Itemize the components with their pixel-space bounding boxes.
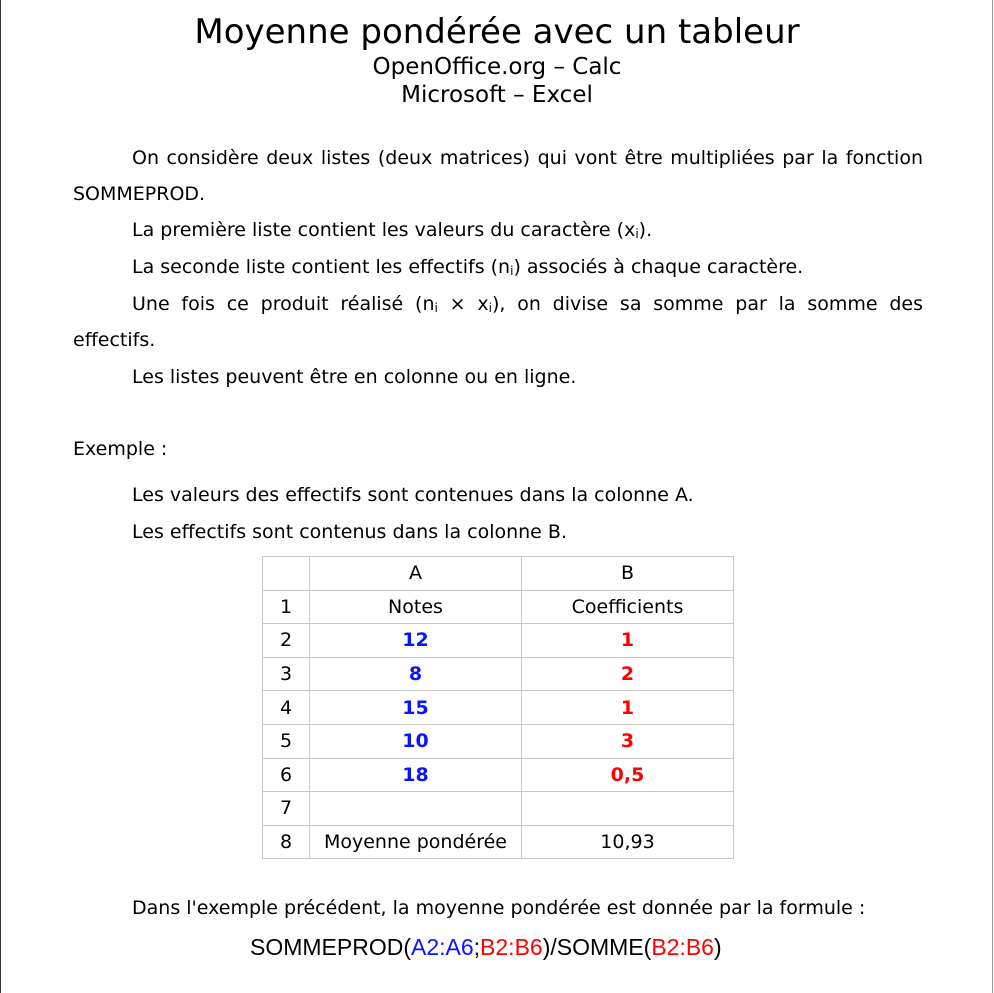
row-number: 2 <box>263 624 310 658</box>
formula-range-a: A2:A6 <box>411 934 474 960</box>
paragraph-intro: On considère deux listes (deux matrices) qui vont être multipliées par la fonction SOMMEPROD. <box>73 147 923 205</box>
text: ). <box>638 219 653 241</box>
subscript: i <box>488 301 492 315</box>
column-header-b: B <box>522 557 734 591</box>
cell-b <box>522 792 734 826</box>
subscript: i <box>510 264 514 278</box>
text: La seconde liste contient les effectifs (n <box>132 256 511 278</box>
subtitle-excel: Microsoft – Excel <box>401 82 593 108</box>
formula-separator: ; <box>473 934 481 960</box>
example-column-a: Les valeurs des effectifs sont contenues dans la colonne A. <box>132 484 694 506</box>
page-title: Moyenne pondérée avec un tableur <box>194 12 800 52</box>
cell-a <box>310 792 522 826</box>
subscript: i <box>434 301 438 315</box>
table-row <box>263 691 734 725</box>
table-row <box>263 624 734 658</box>
formula <box>250 932 722 962</box>
column-header-a: A <box>310 557 522 591</box>
row-number: 7 <box>263 792 310 826</box>
paragraph-product <box>73 286 923 358</box>
text: ) associés à chaque caractère. <box>513 256 804 278</box>
text: Une fois ce produit réalisé (n <box>132 293 435 315</box>
cell-b: 0,5 <box>522 758 734 792</box>
paragraph-conclusion: Dans l'exemple précédent, la moyenne pondérée est donnée par la formule : <box>132 897 866 919</box>
page-border-right <box>992 0 993 993</box>
cell-b: 1 <box>522 691 734 725</box>
row-number: 4 <box>263 691 310 725</box>
formula-range-b: B2:B6 <box>651 934 714 960</box>
cell-b: 3 <box>522 724 734 758</box>
cell-a: 10 <box>310 724 522 758</box>
corner-cell <box>263 557 310 591</box>
cell-a: 12 <box>310 624 522 658</box>
table-row <box>263 724 734 758</box>
row-number: 3 <box>263 657 310 691</box>
formula-text: )/SOMME( <box>542 934 652 960</box>
formula-range-b: B2:B6 <box>480 934 543 960</box>
cell-a: Moyenne pondérée <box>310 825 522 859</box>
table-row <box>263 657 734 691</box>
page-border-left <box>0 0 1 993</box>
formula-text: ) <box>713 934 722 960</box>
table-row <box>263 825 734 859</box>
paragraph-first-list <box>73 212 923 248</box>
cell-a: 18 <box>310 758 522 792</box>
row-number: 1 <box>263 590 310 624</box>
cell-a: 15 <box>310 691 522 725</box>
example-column-b: Les effectifs sont contenus dans la colonne B. <box>132 521 567 543</box>
example-label: Exemple : <box>73 438 168 460</box>
cell-b: Coefficients <box>522 590 734 624</box>
spreadsheet-table <box>262 556 734 859</box>
paragraph-second-list <box>73 249 923 285</box>
cell-a: 8 <box>310 657 522 691</box>
paragraph-lists-orientation: Les listes peuvent être en colonne ou en ligne. <box>132 366 577 388</box>
subtitle-openoffice: OpenOffice.org – Calc <box>372 54 622 80</box>
table-row <box>263 792 734 826</box>
table-row <box>263 590 734 624</box>
formula-text: SOMMEPROD( <box>250 934 411 960</box>
table-row <box>263 758 734 792</box>
cell-b: 1 <box>522 624 734 658</box>
cell-b: 2 <box>522 657 734 691</box>
text: ), on divise sa somme par la somme des effectifs. <box>73 293 923 351</box>
row-number: 6 <box>263 758 310 792</box>
column-header-row <box>263 557 734 591</box>
text: La première liste contient les valeurs du caractère (x <box>132 219 636 241</box>
subscript: i <box>635 227 639 241</box>
text: × x <box>437 293 489 315</box>
cell-b: 10,93 <box>522 825 734 859</box>
row-number: 5 <box>263 724 310 758</box>
cell-a: Notes <box>310 590 522 624</box>
row-number: 8 <box>263 825 310 859</box>
